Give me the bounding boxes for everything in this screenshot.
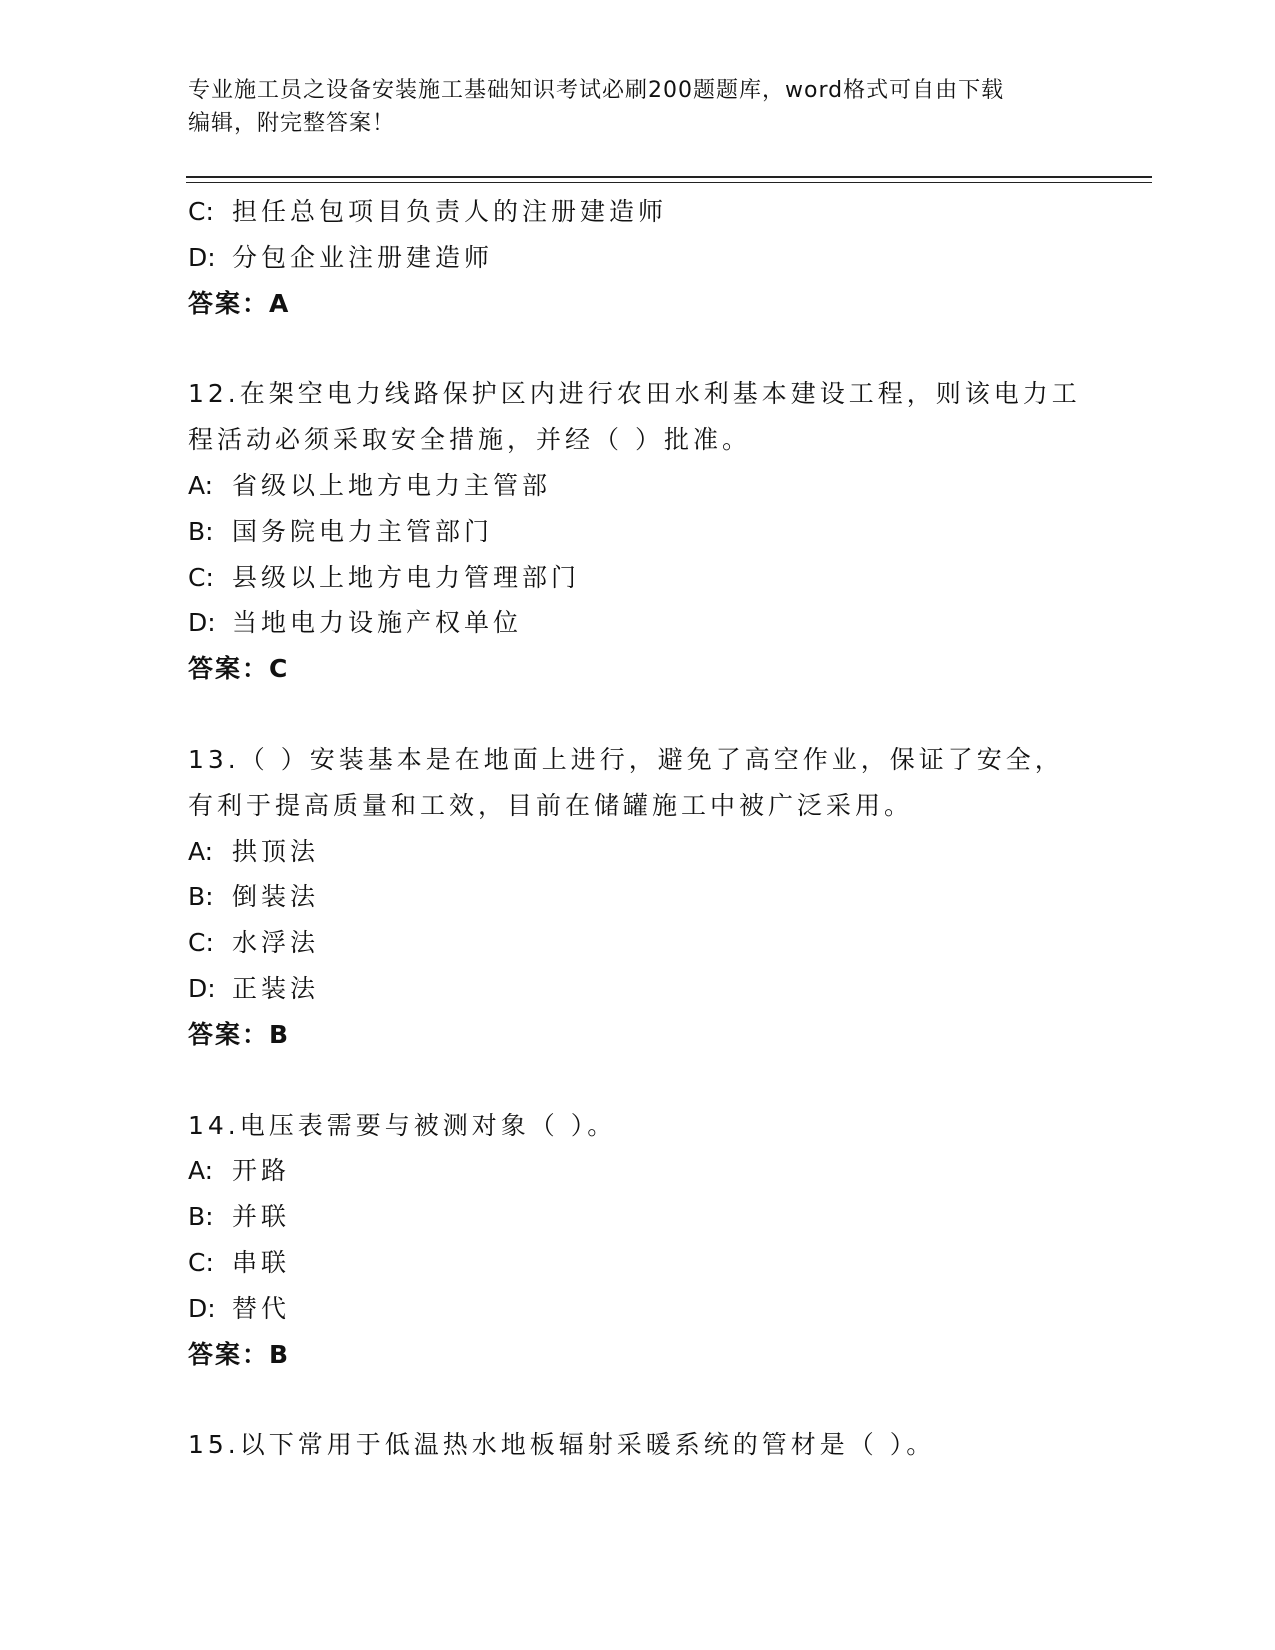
question-11 xyxy=(188,189,1088,326)
option-key: D: xyxy=(188,242,216,272)
question-stem: 有利于提高质量和工效，目前在储罐施工中被广泛采用。 xyxy=(188,790,914,820)
option-text: 串联 xyxy=(232,1247,291,1277)
option-key: D: xyxy=(188,1293,216,1323)
option-text: 分包企业注册建造师 xyxy=(232,242,494,272)
question-stem: 15.以下常用于低温热水地板辐射采暖系统的管材是（ ）。 xyxy=(188,1430,936,1460)
option-key: A: xyxy=(188,1156,214,1186)
answer: 答案：B xyxy=(188,1019,291,1049)
spacer xyxy=(188,1377,1088,1422)
option-a xyxy=(188,1148,1088,1194)
option-text: 替代 xyxy=(232,1293,291,1323)
option-key: C: xyxy=(188,562,214,592)
spacer xyxy=(188,326,1088,371)
option-c xyxy=(188,189,1088,235)
header-divider-thick xyxy=(186,176,1152,178)
option-text: 担任总包项目负责人的注册建造师 xyxy=(232,197,668,226)
option-key: B: xyxy=(188,882,214,912)
option-b xyxy=(188,874,1088,920)
question-15 xyxy=(188,1422,1088,1468)
question-stem: 程活动必须采取安全措施，并经（ ）批准。 xyxy=(188,425,751,455)
option-key: B: xyxy=(188,516,214,546)
answer: 答案：B xyxy=(188,1339,291,1369)
option-text: 当地电力设施产权单位 xyxy=(232,608,523,638)
answer: 答案：A xyxy=(188,288,291,318)
option-text: 县级以上地方电力管理部门 xyxy=(232,562,581,592)
option-key: C: xyxy=(188,197,214,226)
spacer xyxy=(188,1058,1088,1103)
option-text: 水浮法 xyxy=(232,928,320,958)
question-list xyxy=(188,189,1088,1468)
question-stem: 12.在架空电力线路保护区内进行农田水利基本建设工程，则该电力工 xyxy=(188,379,1081,409)
option-key: A: xyxy=(188,470,214,500)
option-c xyxy=(188,555,1088,601)
option-key: D: xyxy=(188,973,216,1003)
option-a xyxy=(188,829,1088,875)
option-text: 并联 xyxy=(232,1202,291,1232)
option-key: B: xyxy=(188,1202,214,1232)
option-d xyxy=(188,966,1088,1012)
option-key: D: xyxy=(188,608,216,638)
option-a xyxy=(188,463,1088,509)
option-text: 倒装法 xyxy=(232,882,320,912)
option-text: 正装法 xyxy=(232,973,320,1003)
question-stem: 13.（ ）安装基本是在地面上进行，避免了高空作业，保证了安全， xyxy=(188,744,1064,774)
option-b xyxy=(188,509,1088,555)
option-text: 省级以上地方电力主管部 xyxy=(232,470,552,500)
question-14 xyxy=(188,1103,1088,1378)
question-stem: 14.电压表需要与被测对象（ ）。 xyxy=(188,1110,617,1140)
option-b xyxy=(188,1194,1088,1240)
option-key: A: xyxy=(188,836,214,866)
option-key: C: xyxy=(188,928,214,958)
spacer xyxy=(188,692,1088,737)
option-d xyxy=(188,600,1088,646)
option-c xyxy=(188,1240,1088,1286)
option-text: 开路 xyxy=(232,1156,291,1186)
option-d xyxy=(188,1286,1088,1332)
option-text: 拱顶法 xyxy=(232,836,320,866)
answer: 答案：C xyxy=(188,654,290,684)
option-text: 国务院电力主管部门 xyxy=(232,516,494,546)
header-title-line1: 专业施工员之设备安装施工基础知识考试必刷200题题库，word格式可自由下载 xyxy=(188,78,1005,103)
header-divider-thin xyxy=(186,182,1152,183)
option-c xyxy=(188,920,1088,966)
page-header xyxy=(188,74,1068,140)
question-12 xyxy=(188,371,1088,692)
option-d xyxy=(188,235,1088,281)
question-13 xyxy=(188,737,1088,1058)
header-title-line2: 编辑，附完整答案！ xyxy=(188,111,396,136)
option-key: C: xyxy=(188,1247,214,1277)
